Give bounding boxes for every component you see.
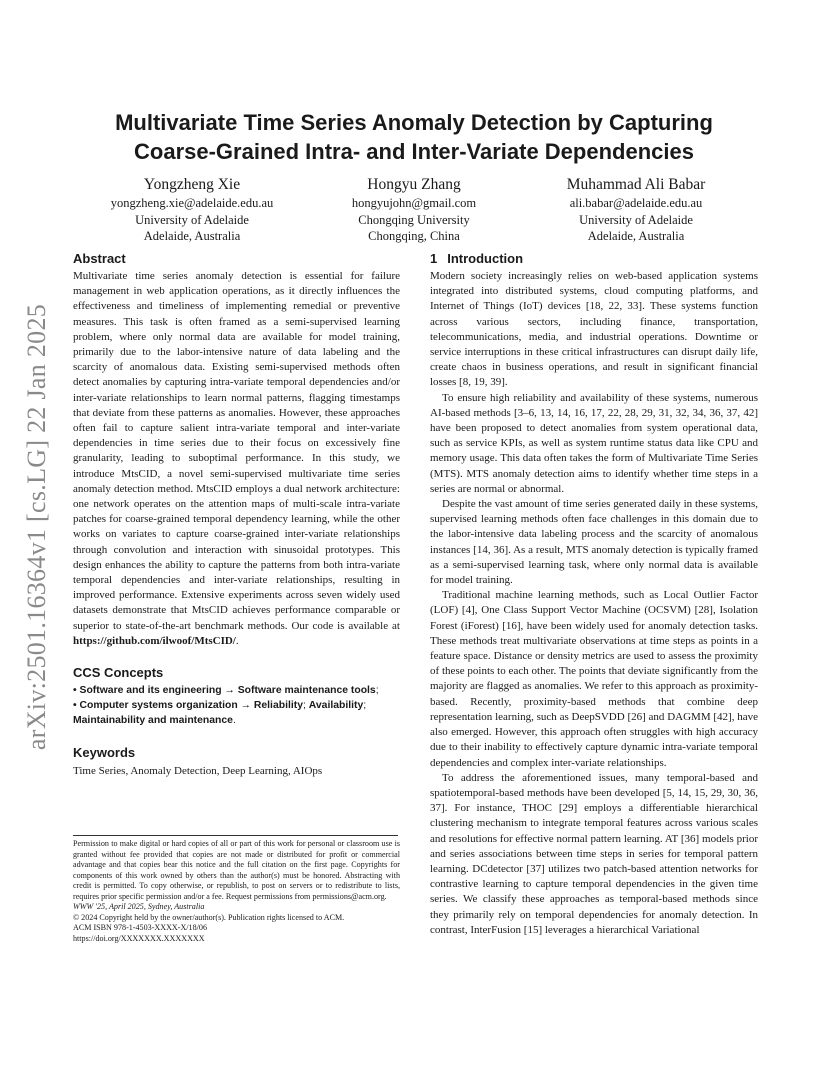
ccs-concept: Maintainability and maintenance: [73, 715, 233, 727]
author-email: ali.babar@adelaide.edu.au: [569, 196, 703, 210]
author-affiliation: University of Adelaide: [135, 212, 249, 227]
author-2: [314, 175, 514, 245]
ccs-concept: • Computer systems organization → Reliability: [73, 700, 303, 712]
ccs-sep: ;: [375, 685, 379, 697]
section-heading-introduction: [430, 251, 758, 267]
title-line-1: Multivariate Time Series Anomaly Detection by Capturing: [115, 110, 713, 135]
ccs-concept: Availability: [308, 700, 364, 712]
ccs-line-2: [73, 698, 400, 713]
author-name: Muhammad Ali Babar: [566, 176, 706, 193]
left-column: [73, 251, 400, 779]
author-block: [72, 175, 756, 245]
intro-paragraph-4: Traditional machine learning methods, such as Local Outlier Factor (LOF) [4], One Class Support Vector Machine (OCSVM) [28], Isolation Forest (iForest) [16], have been widely used for anomaly detection tasks. These methods treat multivariate observations at time steps as points in a feature space. Distance or density metrics are used to assess the proximity of these points to each other. The points that deviate significantly from the majority are flagged as anomalies. We refer to this approach as proximity-based. Recently, proximity-based methods that combine deep representation learning, such as DeepSVDD [26] and DAGMM [42], have also emerged. However, this approach often struggles with high accuracy due to their inability to effectively capture dynamic intra-variate temporal dependencies and complex inter-variate relationships.: [430, 589, 758, 769]
section-number: 1: [430, 251, 438, 266]
conference-info: WWW '25, April 2025, Sydney, Australia: [73, 902, 205, 911]
abstract-text: Multivariate time series anomaly detection is essential for failure management in web application operations, as it directly influences the effectiveness and timeliness of implementing remedial or preventive measures. This task is often framed as a semi-supervised learning problem, where only normal data are available for model training, primarily due to the labor-intensive nature of data labeling and the scarcity of anomalous data. Existing semi-supervised methods often detect anomalies by capturing intra-variate temporal dependencies and/or inter-variate relationships to learn normal patterns, flagging timestamps that deviate from these patterns as anomalies. However, these approaches often fail to capture salient intra-variate temporal and inter-variate dependencies in time series due to their focus on excessively fine granularity, leading to suboptimal performance. In this study, we introduce MtsCID, a novel semi-supervised multivariate time series anomaly detection method. MtsCID employs a dual network architecture: one network operates on the attention maps of multi-scale intra-variate patches for coarse-grained temporal dependency learning, while the other works on variates to capture coarse-grained inter-variate relationships through convolution and interaction with sinusoidal prototypes. This design enhances the ability to capture the patterns from both intra-variate temporal dependencies and inter-variate relationships, resulting in improved performance. Extensive experiments across seven widely used datasets demonstrate that MtsCID achieves performance comparable or superior to state-of-the-art benchmark methods. Our code is available at: [73, 270, 400, 632]
right-column: [430, 251, 758, 938]
arxiv-identifier: [20, 292, 54, 762]
ccs-heading: CCS Concepts: [73, 665, 164, 681]
ccs-sep: ;: [363, 700, 367, 712]
ccs-concept: • Software and its engineering → Software maintenance tools: [73, 685, 376, 697]
author-location: Adelaide, Australia: [587, 229, 685, 243]
abstract-heading: Abstract: [73, 251, 126, 266]
footnote-rule: [73, 835, 398, 836]
doi-link[interactable]: https://doi.org/XXXXXXX.XXXXXXX: [73, 933, 205, 943]
author-location: Chongqing, China: [368, 229, 460, 243]
author-location: Adelaide, Australia: [143, 229, 241, 243]
intro-paragraph-2: To ensure high reliability and availability of these systems, numerous AI-based methods [3–6, 13, 14, 16, 17, 22, 28, 29, 31, 32, 34, 36, 37, 42] have been proposed to detect anomalies from system operational data, such as service KPIs, as well as system runtime status data like CPU and memory usage. This data often takes the form of Multivariate Time Series (MTS). MTS anomaly detection aims to identify whether time steps in a series are normal or abnormal.: [430, 391, 758, 495]
paper-title: [72, 108, 756, 166]
author-affiliation: Chongqing University: [358, 212, 470, 227]
keywords-text: Time Series, Anomaly Detection, Deep Learning, AIOps: [73, 764, 323, 777]
copyright-notice: © 2024 Copyright held by the owner/author(s). Publication rights licensed to ACM.: [73, 912, 345, 922]
permission-footnote: [73, 839, 400, 944]
author-3: [536, 175, 736, 245]
intro-paragraph-3: Despite the vast amount of time series generated daily in these systems, supervised learning methods often face challenges in this domain due to the labor-intensive data labeling process and the scarcity of anomalous instances [14, 36]. As a result, MTS anomaly detection is typically framed as a semi-supervised learning task, where only normal data is available for model training.: [430, 498, 758, 587]
ccs-concepts: [73, 683, 400, 729]
permission-notice: Permission to make digital or hard copies of all or part of this work for personal or classroom use is granted without fee provided that copies are not made or distributed for profit or commercial advantage and that copies bear this notice and the full citation on the first page. Copyrights for components of this work owned by others than the author(s) must be honored. Abstracting with credit is permitted. To copy otherwise, or republish, to post on servers or to redistribute to lists, requires prior specific permission and/or a fee. Request permissions from permissions@acm.org.: [73, 839, 400, 901]
intro-paragraph-5: To address the aforementioned issues, many temporal-based and spatiotemporal-based methods have been developed [5, 14, 15, 29, 30, 36, 37]. For instance, THOC [29] employs a differentiable hierarchical clustering mechanism to integrate temporal features across various scales and resolutions for effective normal pattern learning. AT [36] models prior and series associations between time steps in series for temporal pattern learning. DCdetector [37] utilizes two patch-based attention networks for contrastive learning to capture temporal dependencies in the given time series. We classify these approaches as temporal-based methods since they primarily rely on temporal dependencies for anomaly detection. In contrast, InterFusion [15] leverages a hierarchical Variational: [430, 771, 758, 936]
isbn: ACM ISBN 978-1-4503-XXXX-X/18/06: [73, 923, 207, 932]
abstract-end: .: [235, 634, 239, 647]
title-line-2: Coarse-Grained Intra- and Inter-Variate Dependencies: [134, 139, 694, 164]
author-1: [92, 175, 292, 245]
ccs-sep: .: [232, 715, 236, 727]
ccs-line-1: [73, 683, 400, 698]
arxiv-identifier-text: arXiv:2501.16364v1 [cs.LG] 22 Jan 2025: [22, 303, 51, 751]
author-name: Yongzheng Xie: [143, 176, 241, 193]
abstract-body: [73, 269, 400, 649]
keywords-heading: Keywords: [73, 744, 136, 760]
section-title: Introduction: [447, 251, 524, 266]
code-link[interactable]: https://github.com/ilwoof/MtsCID/: [73, 634, 236, 647]
author-email: hongyujohn@gmail.com: [351, 196, 477, 210]
ccs-line-3: [73, 713, 400, 728]
ccs-sep: ;: [302, 700, 309, 712]
author-affiliation: University of Adelaide: [579, 212, 693, 227]
author-name: Hongyu Zhang: [367, 176, 461, 193]
author-email: yongzheng.xie@adelaide.edu.au: [110, 196, 274, 210]
intro-paragraph-1: Modern society increasingly relies on web-based application systems integrated into distributed systems, cloud computing platforms, and Internet of Things (IoT) devices [18, 22, 33]. These systems function across various sectors, including finance, transportation, telecommunications, media, and industrial operations. Downtime or service interruptions in these critical infrastructures can disrupt daily life, create chaos in business operations, and result in significant financial losses [8, 19, 39].: [430, 270, 758, 389]
